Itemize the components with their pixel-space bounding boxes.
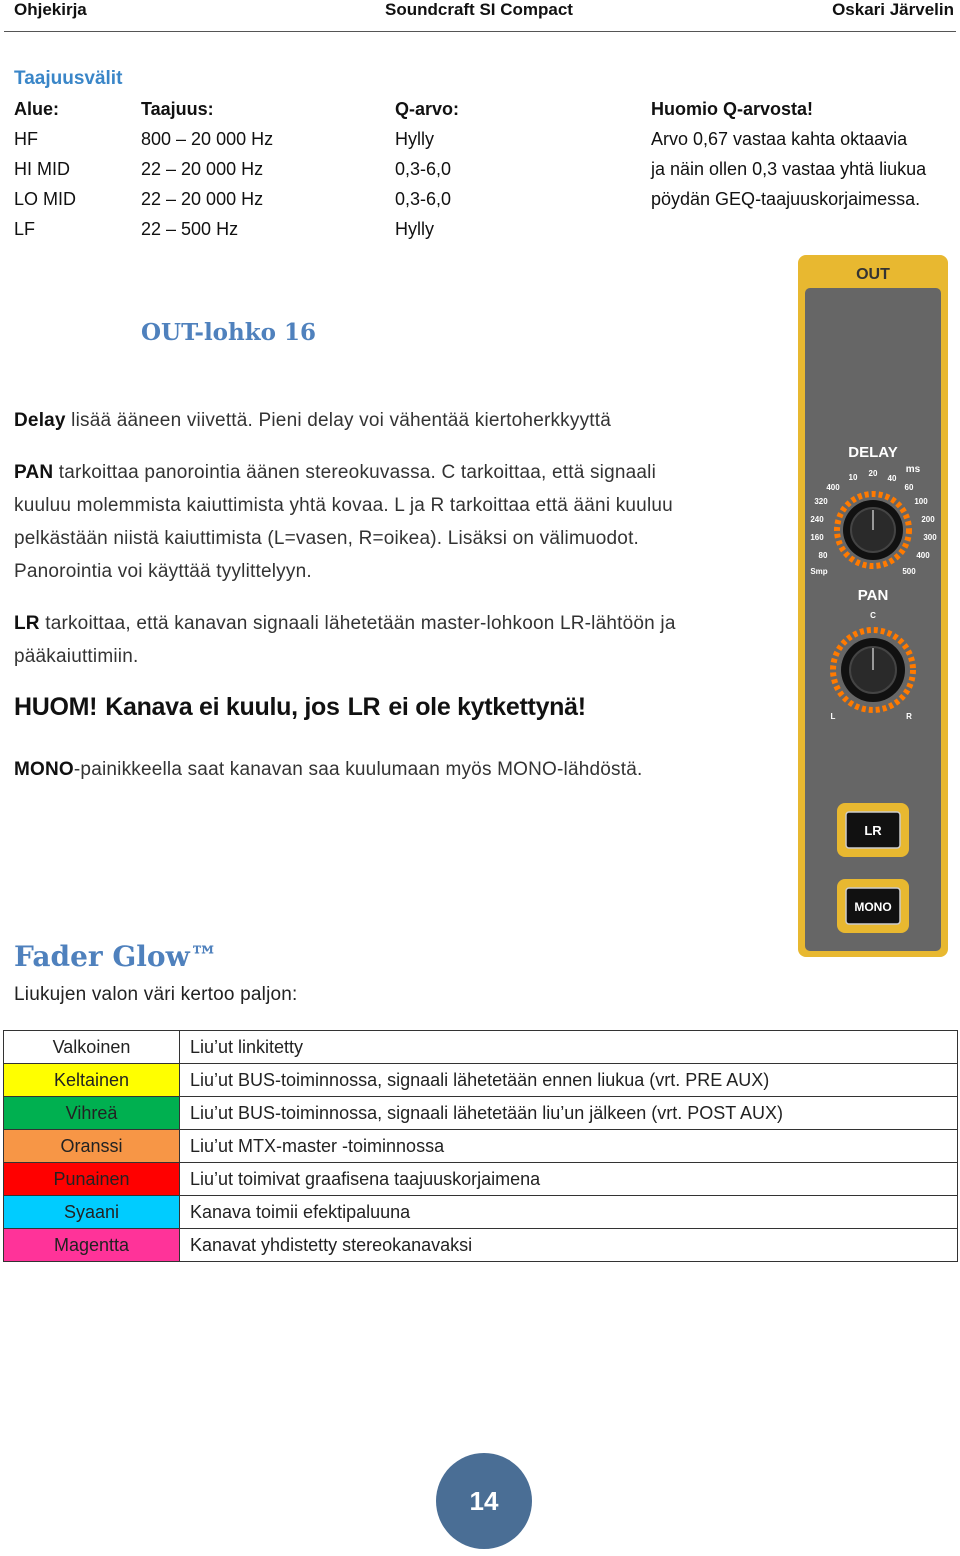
delay-tick: 200 — [921, 515, 935, 524]
pan-paragraph — [14, 456, 673, 588]
table-row — [4, 1130, 958, 1163]
panel-title: OUT — [856, 266, 890, 283]
glow-description-cell: Liu’ut BUS-toiminnossa, signaali lähetetään liu’un jälkeen (vrt. POST AUX) — [180, 1097, 958, 1130]
delay-text: lisää ääneen viivettä. Pieni delay voi vähentää kiertoherkkyyttä — [65, 410, 612, 431]
freq-row-freq: 22 – 20 000 Hz — [141, 159, 264, 179]
pan-c-label: C — [870, 611, 876, 620]
pan-line: kuuluu molemmista kaiuttimista yhtä kovaa. L ja R tarkoittaa että ääni kuuluu — [14, 495, 673, 516]
lr-paragraph — [14, 607, 676, 673]
out-panel-illustration — [797, 254, 949, 958]
glow-description-cell: Kanava toimii efektipaluuna — [180, 1196, 958, 1229]
glow-color-cell: Valkoinen — [4, 1031, 180, 1064]
mono-term: MONO — [14, 759, 74, 780]
glow-description-cell: Liu’ut MTX-master -toiminnossa — [180, 1130, 958, 1163]
mono-button-label: MONO — [854, 900, 892, 914]
pan-l-label: L — [830, 712, 836, 721]
freq-row-freq: 22 – 20 000 Hz — [141, 189, 264, 209]
glow-description-cell: Liu’ut toimivat graafisena taajuuskorjaimena — [180, 1163, 958, 1196]
delay-tick: 320 — [814, 497, 828, 506]
glow-description-cell: Liu’ut linkitetty — [180, 1031, 958, 1064]
delay-tick: 160 — [810, 533, 824, 542]
freq-header-freq: Taajuus: — [141, 99, 214, 119]
freq-row-q: Hylly — [395, 129, 434, 149]
freq-header-area: Alue: — [14, 99, 59, 119]
freq-row-area: LO MID — [14, 189, 77, 209]
delay-tick: 20 — [868, 469, 878, 478]
freq-header-q: Q-arvo: — [395, 99, 460, 119]
page-number: 14 — [436, 1453, 532, 1549]
glow-color-cell: Keltainen — [4, 1064, 180, 1097]
freq-row-note: Arvo 0,67 vastaa kahta oktaavia — [651, 129, 908, 149]
out-section-title: OUT-lohko 16 — [141, 319, 317, 346]
freq-section-title: Taajuusvälit — [14, 68, 123, 89]
glow-color-cell: Oranssi — [4, 1130, 180, 1163]
delay-tick: 60 — [904, 483, 914, 492]
header-right: Oskari Järvelin — [832, 0, 954, 19]
fader-glow-subtitle: Liukujen valon väri kertoo paljon: — [14, 984, 298, 1005]
table-row — [4, 1163, 958, 1196]
freq-row-note: pöydän GEQ-taajuuskorjaimessa. — [651, 189, 921, 209]
huom-word: LR — [347, 693, 381, 721]
freq-row-q: Hylly — [395, 219, 434, 239]
glow-color-cell: Syaani — [4, 1196, 180, 1229]
pan-line: Panorointia voi käyttää tyylittelyyn. — [14, 561, 312, 582]
pan-line: pelkästään niistä kaiuttimista (L=vasen, R=oikea). Lisäksi on välimuodot. — [14, 528, 640, 549]
delay-tick: 10 — [848, 473, 858, 482]
delay-ms-label: ms — [905, 464, 921, 475]
delay-tick: 400 — [826, 483, 840, 492]
fader-glow-title: Fader Glow™ — [14, 940, 218, 973]
delay-tick: 300 — [923, 533, 937, 542]
huom-warning — [14, 693, 594, 722]
freq-header-note: Huomio Q-arvosta! — [651, 99, 814, 119]
pan-knob-label: PAN — [857, 587, 889, 604]
table-row — [4, 1229, 958, 1262]
glow-color-cell: Vihreä — [4, 1097, 180, 1130]
table-row — [4, 1031, 958, 1064]
freq-row-freq: 800 – 20 000 Hz — [141, 129, 274, 149]
freq-row-note: ja näin ollen 0,3 vastaa yhtä liukua — [651, 159, 927, 179]
lr-line: tarkoittaa, että kanavan signaali lähetetään master-lohkoon LR-lähtöön ja — [39, 613, 676, 634]
delay-tick: 500 — [902, 567, 916, 576]
freq-row-area: HF — [14, 129, 38, 149]
delay-term: Delay — [14, 410, 66, 431]
glow-description-cell: Liu’ut BUS-toiminnossa, signaali lähetetään ennen liukua (vrt. PRE AUX) — [180, 1064, 958, 1097]
table-row — [4, 1196, 958, 1229]
delay-tick: 240 — [810, 515, 824, 524]
header-rule — [4, 31, 956, 32]
pan-term: PAN — [14, 462, 54, 483]
delay-tick: 40 — [887, 474, 897, 483]
glow-color-cell: Punainen — [4, 1163, 180, 1196]
glow-color-cell: Magentta — [4, 1229, 180, 1262]
freq-row-q: 0,3-6,0 — [395, 159, 452, 179]
mono-paragraph — [14, 753, 642, 786]
freq-row-freq: 22 – 500 Hz — [141, 219, 239, 239]
fader-glow-table — [3, 1030, 958, 1262]
delay-tick: 400 — [916, 551, 930, 560]
lr-button-label: LR — [864, 823, 882, 838]
lr-line: pääkaiuttimiin. — [14, 646, 139, 667]
mono-text: -painikkeella saat kanavan saa kuulumaan myös MONO-lähdöstä. — [73, 759, 643, 780]
delay-tick: 80 — [818, 551, 828, 560]
freq-row-q: 0,3-6,0 — [395, 189, 452, 209]
pan-line: tarkoittaa panorointia äänen stereokuvassa. C tarkoittaa, että signaali — [53, 462, 657, 483]
glow-description-cell: Kanavat yhdistetty stereokanavaksi — [180, 1229, 958, 1262]
delay-knob-label: DELAY — [848, 444, 898, 461]
page-header — [0, 0, 960, 30]
freq-row-area: HI MID — [14, 159, 70, 179]
delay-tick: Smp — [810, 567, 828, 576]
header-left: Ohjekirja — [14, 0, 87, 19]
freq-row-area: LF — [14, 219, 36, 239]
huom-word: HUOM! — [14, 693, 98, 721]
huom-word: Kanava ei kuulu, jos — [105, 693, 340, 721]
table-row — [4, 1097, 958, 1130]
pan-r-label: R — [906, 712, 912, 721]
header-center: Soundcraft SI Compact — [385, 0, 573, 19]
delay-tick: 100 — [914, 497, 928, 506]
huom-word: ei ole kytkettynä! — [388, 693, 586, 721]
delay-paragraph — [14, 404, 611, 437]
lr-term: LR — [14, 613, 40, 634]
table-row — [4, 1064, 958, 1097]
